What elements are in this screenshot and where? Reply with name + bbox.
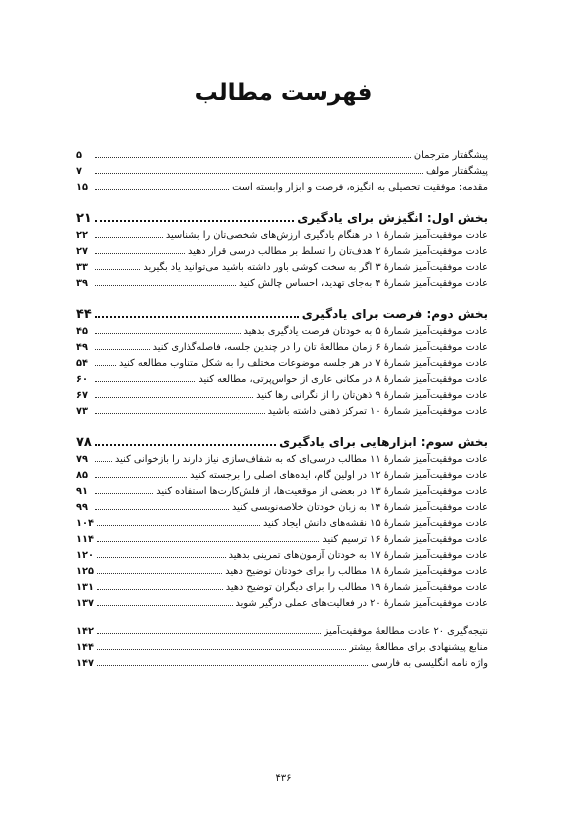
toc-entry bbox=[76, 387, 488, 403]
toc-entry-page: ۵۴ bbox=[76, 358, 88, 369]
dot-leader bbox=[95, 163, 423, 174]
dot-leader bbox=[95, 227, 163, 238]
toc-entry bbox=[76, 483, 488, 499]
toc-entry bbox=[76, 579, 488, 595]
toc-entry bbox=[76, 499, 488, 515]
dot-leader bbox=[97, 563, 222, 574]
toc-entry bbox=[76, 639, 488, 655]
toc-entry-page: ۳۳ bbox=[76, 262, 88, 273]
toc-entry bbox=[76, 339, 488, 355]
dot-leader bbox=[95, 467, 187, 478]
dot-leader bbox=[95, 259, 140, 270]
section-heading bbox=[76, 431, 488, 451]
toc-entry bbox=[76, 563, 488, 579]
toc-entry bbox=[76, 467, 488, 483]
toc-entry bbox=[76, 163, 488, 179]
toc-entry-page: ۸۵ bbox=[76, 470, 88, 481]
toc-entry-page: ۱۳۷ bbox=[76, 598, 94, 609]
toc-entry-label: عادت موفقیت‌آمیز شمارهٔ ۳ اگر به سخت کوشی باور داشته باشید می‌توانید یاد بگیرید bbox=[143, 262, 488, 273]
toc-entry-page: ۱۴۷ bbox=[76, 658, 94, 669]
toc-entry-label: عادت موفقیت‌آمیز شمارهٔ ۷ در هر جلسه موضوعات مختلف را به شکل متناوب مطالعه کنید bbox=[119, 358, 488, 369]
dot-leader bbox=[95, 207, 294, 222]
toc-entry-label: پیشگفتار مترجمان bbox=[413, 150, 488, 161]
toc-entry-page: ۷۳ bbox=[76, 406, 88, 417]
dot-leader bbox=[95, 243, 185, 254]
toc-entry-label: عادت موفقیت‌آمیز شمارهٔ ۵ به خودتان فرصت یادگیری بدهید bbox=[243, 326, 488, 337]
toc-entry-page: ۶۰ bbox=[76, 374, 88, 385]
toc-entry-label: عادت موفقیت‌آمیز شمارهٔ ۱۰ تمرکز ذهنی داشته باشید bbox=[267, 406, 488, 417]
section-heading-page: ۷۸ bbox=[76, 435, 92, 450]
toc-entry bbox=[76, 623, 488, 639]
toc-entry bbox=[76, 403, 488, 419]
toc-entry-label: عادت موفقیت‌آمیز شمارهٔ ۱۳ در بعضی از موقعیت‌ها، از فلش‌کارت‌ها استفاده کنید bbox=[156, 486, 488, 497]
dot-leader bbox=[97, 639, 346, 650]
toc-entry-page: ۴۵ bbox=[76, 326, 88, 337]
dot-leader bbox=[95, 179, 229, 190]
dot-leader bbox=[95, 371, 195, 382]
toc-entry-page: ۱۳۱ bbox=[76, 582, 94, 593]
toc-entry-page: ۵ bbox=[76, 150, 82, 161]
dot-leader bbox=[95, 387, 253, 398]
toc-entry bbox=[76, 323, 488, 339]
toc-entry-page: ۲۷ bbox=[76, 246, 88, 257]
toc-entry-page: ۳۹ bbox=[76, 278, 88, 289]
section-heading-label: بخش سوم: ابزارهایی برای یادگیری bbox=[279, 435, 488, 449]
toc-entry bbox=[76, 227, 488, 243]
toc-entry-page: ۷ bbox=[76, 166, 82, 177]
dot-leader bbox=[95, 303, 299, 318]
toc-entry-page: ۹۱ bbox=[76, 486, 88, 497]
toc-entry-label: عادت موفقیت‌آمیز شمارهٔ ۱۸ مطالب را برای خودتان توضیح دهید bbox=[225, 566, 488, 577]
toc-entry-label: عادت موفقیت‌آمیز شمارهٔ ۱۲ در اولین گام، ایده‌های اصلی را برجسته کنید bbox=[190, 470, 488, 481]
toc-entry bbox=[76, 531, 488, 547]
toc-entry-label: عادت موفقیت‌آمیز شمارهٔ ۱ در هنگام یادگیری ارزش‌های شخصی‌تان را بشناسید bbox=[165, 230, 488, 241]
dot-leader bbox=[97, 531, 319, 542]
toc-entry-page: ۱۴۲ bbox=[76, 626, 94, 637]
toc-entry-label: عادت موفقیت‌آمیز شمارهٔ ۸ در مکانی عاری از حواس‌پرتی، مطالعه کنید bbox=[198, 374, 488, 385]
toc-entry bbox=[76, 259, 488, 275]
dot-leader bbox=[97, 595, 233, 606]
dot-leader bbox=[95, 275, 236, 286]
section-heading bbox=[76, 207, 488, 227]
toc-entry-page: ۷۹ bbox=[76, 454, 88, 465]
toc-entry-label: عادت موفقیت‌آمیز شمارهٔ ۹ ذهن‌تان را از نگرانی رها کنید bbox=[256, 390, 488, 401]
dot-leader bbox=[97, 515, 260, 526]
dot-leader bbox=[95, 147, 411, 158]
toc-entry bbox=[76, 179, 488, 195]
toc-entry-page: ۱۰۴ bbox=[76, 518, 94, 529]
toc-entry-label: عادت موفقیت‌آمیز شمارهٔ ۱۴ به زبان خودتان خلاصه‌نویسی کنید bbox=[231, 502, 488, 513]
toc-entry-page: ۱۲۵ bbox=[76, 566, 94, 577]
toc-entry bbox=[76, 547, 488, 563]
toc-entry bbox=[76, 355, 488, 371]
dot-leader bbox=[97, 547, 226, 558]
section-heading-label: بخش اول: انگیزش برای یادگیری bbox=[297, 211, 488, 225]
dot-leader bbox=[97, 579, 223, 590]
toc-entry bbox=[76, 371, 488, 387]
section-heading bbox=[76, 303, 488, 323]
toc-entry-label: عادت موفقیت‌آمیز شمارهٔ ۱۹ مطالب را برای دیگران توضیح دهید bbox=[225, 582, 488, 593]
dot-leader bbox=[95, 339, 150, 350]
dot-leader bbox=[95, 403, 265, 414]
toc-entry-label: عادت موفقیت‌آمیز شمارهٔ ۱۷ به خودتان آزمون‌های تمرینی بدهید bbox=[228, 550, 488, 561]
toc-entry-page: ۱۱۴ bbox=[76, 534, 94, 545]
toc-entry-page: ۲۲ bbox=[76, 230, 88, 241]
toc-entry-page: ۱۵ bbox=[76, 182, 88, 193]
toc-entry-label: واژه نامه انگلیسی به فارسی bbox=[371, 658, 488, 669]
toc-entry-page: ۱۴۴ bbox=[76, 642, 94, 653]
toc-entry-label: عادت موفقیت‌آمیز شمارهٔ ۶ زمان مطالعهٔ تان را در چندین جلسه، فاصله‌گذاری کنید bbox=[152, 342, 488, 353]
toc-entry bbox=[76, 147, 488, 163]
toc-entry-label: عادت موفقیت‌آمیز شمارهٔ ۱۵ نقشه‌های دانش ایجاد کنید bbox=[263, 518, 488, 529]
toc-entry-label: عادت موفقیت‌آمیز شمارهٔ ۱۱ مطالب درسی‌ای که به شفاف‌سازی نیاز دارند را بازخوانی کنید bbox=[115, 454, 488, 465]
section-heading-label: بخش دوم: فرصت برای یادگیری bbox=[301, 307, 488, 321]
section-heading-page: ۴۴ bbox=[76, 307, 92, 322]
dot-leader bbox=[95, 323, 241, 334]
dot-leader bbox=[95, 483, 153, 494]
toc-entry-label: مقدمه: موفقیت تحصیلی به انگیزه، فرصت و ابزار وابسته است bbox=[232, 182, 488, 193]
toc-entry-page: ۴۹ bbox=[76, 342, 88, 353]
toc-entry-label: عادت موفقیت‌آمیز شمارهٔ ۱۶ ترسیم کنید bbox=[322, 534, 488, 545]
toc-entry bbox=[76, 243, 488, 259]
toc-entry-page: ۱۲۰ bbox=[76, 550, 94, 561]
dot-leader bbox=[97, 655, 368, 666]
dot-leader bbox=[95, 355, 116, 366]
toc-entry-label: منابع پیشنهادی برای مطالعهٔ بیشتر bbox=[348, 642, 488, 653]
page-title: فهرست مطالب bbox=[194, 80, 373, 106]
toc-entry bbox=[76, 451, 488, 467]
toc-entry-label: پیشگفتار مولف bbox=[425, 166, 488, 177]
toc-entry bbox=[76, 515, 488, 531]
toc-entry-page: ۹۹ bbox=[76, 502, 88, 513]
dot-leader bbox=[97, 623, 321, 634]
dot-leader bbox=[95, 499, 229, 510]
dot-leader bbox=[95, 431, 276, 446]
toc-entry bbox=[76, 275, 488, 291]
table-of-contents bbox=[76, 147, 488, 671]
toc-entry-page: ۶۷ bbox=[76, 390, 88, 401]
page-number: ۴۳۶ bbox=[275, 773, 292, 784]
toc-entry bbox=[76, 595, 488, 611]
toc-entry-label: نتیجه‌گیری ۲۰ عادت مطالعهٔ موفقیت‌آمیز bbox=[323, 626, 488, 637]
toc-entry-label: عادت موفقیت‌آمیز شمارهٔ ۲۰ در فعالیت‌های عملی درگیر شوید bbox=[235, 598, 488, 609]
toc-entry bbox=[76, 655, 488, 671]
toc-entry-label: عادت موفقیت‌آمیز شمارهٔ ۴ به‌جای تهدید، احساس چالش کنید bbox=[239, 278, 488, 289]
section-heading-page: ۲۱ bbox=[76, 211, 92, 226]
dot-leader bbox=[95, 451, 112, 462]
toc-entry-label: عادت موفقیت‌آمیز شمارهٔ ۲ هدف‌تان را تسلط بر مطالب درسی قرار دهید bbox=[188, 246, 488, 257]
